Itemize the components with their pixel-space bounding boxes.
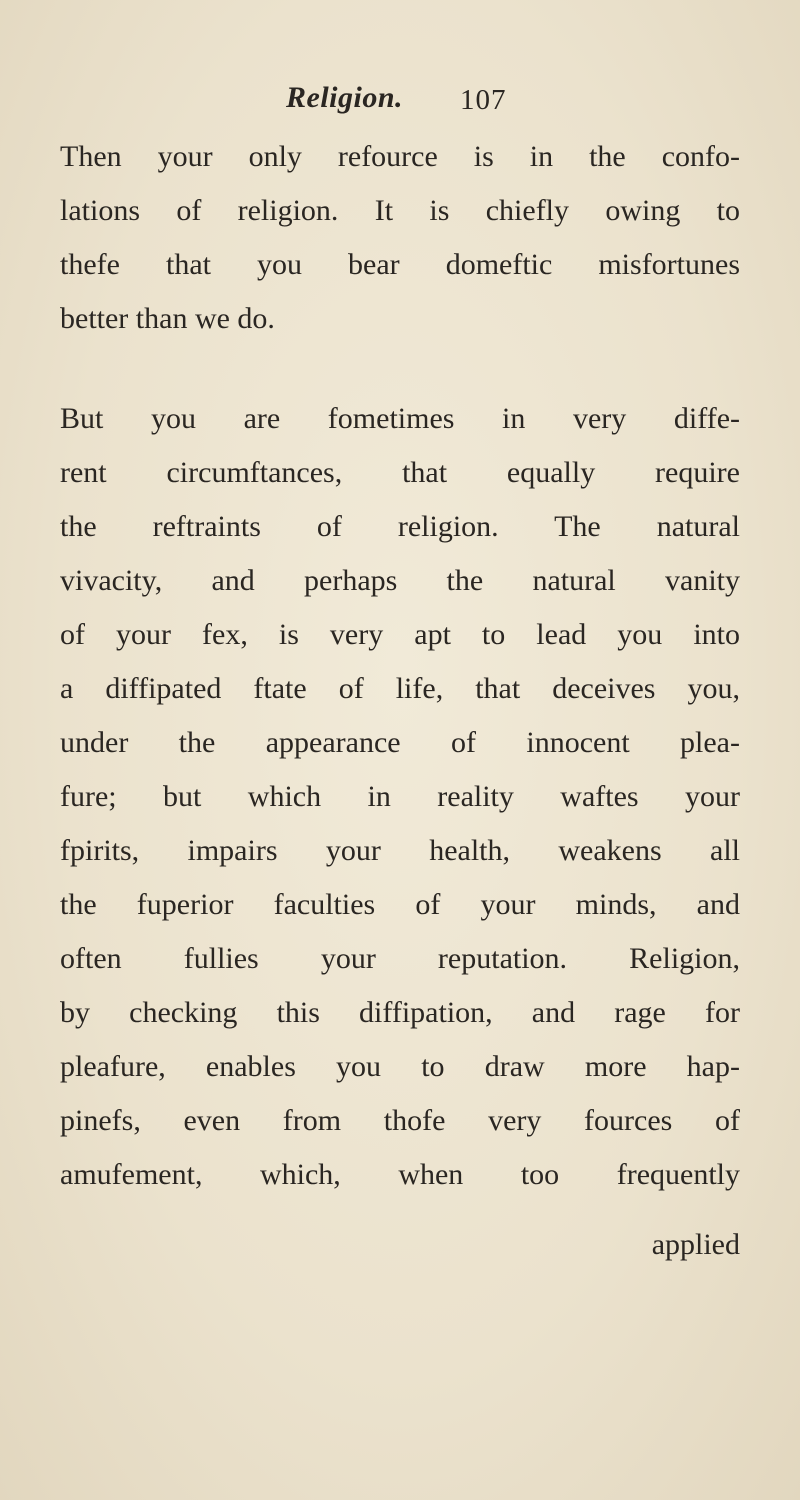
catchword: applied (651, 1228, 740, 1261)
text-line: the reftraints of religion. The natural (60, 510, 740, 543)
text-line: pinefs, even from thofe very fources of (60, 1104, 740, 1137)
text-line: by checking this diffipation, and rage for (60, 996, 740, 1029)
text-line: of your fex, is very apt to lead you into (60, 618, 740, 651)
running-title: Religion. (286, 81, 404, 114)
page-header (0, 78, 800, 118)
text-line: often fullies your reputation. Religion, (60, 942, 740, 975)
text-line: amufement, which, when too frequently (60, 1158, 740, 1191)
text-line: fpirits, impairs your health, weakens all (60, 834, 740, 867)
page-number: 107 (460, 84, 507, 116)
text-line: Then your only refource is in the confo- (60, 140, 740, 173)
paragraph-2 (60, 392, 740, 1202)
text-line: thefe that you bear domeftic misfortunes (60, 248, 740, 281)
text-line: better than we do. (60, 302, 275, 335)
text-line: pleafure, enables you to draw more hap- (60, 1050, 740, 1083)
text-line: under the appearance of innocent plea- (60, 726, 740, 759)
paragraph-1 (60, 130, 740, 346)
text-line: vivacity, and perhaps the natural vanity (60, 564, 740, 597)
text-line: the fuperior faculties of your minds, and (60, 888, 740, 921)
text-line: lations of religion. It is chiefly owing to (60, 194, 740, 227)
text-line: rent circumftances, that equally require (60, 456, 740, 489)
body-text (60, 130, 740, 1202)
text-line: a diffipated ftate of life, that deceives you, (60, 672, 740, 705)
text-line: But you are fometimes in very diffe- (60, 402, 740, 435)
text-line: fure; but which in reality waftes your (60, 780, 740, 813)
